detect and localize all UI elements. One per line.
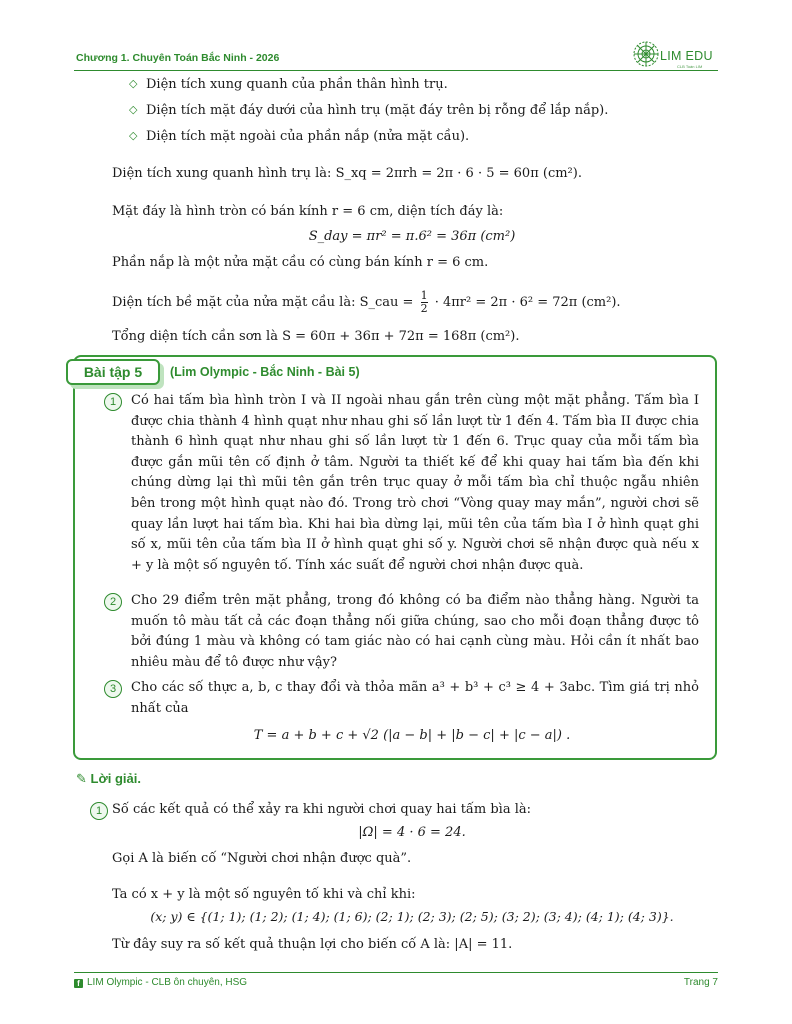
bullet-item: Diện tích mặt đáy dưới của hình trụ (mặt đáy trên bị rỗng để lắp nắp). (146, 103, 609, 118)
problem-text: Cho 29 điểm trên mặt phẳng, trong đó không có ba điểm nào thẳng hàng. Người ta muốn tô màu tất cả các đoạn thẳng nối giữa chúng, sao cho mỗi đoạn thẳng được tô bởi đúng 1 màu và không có tam giác nào có hai cạnh cùng màu. Hỏi cần ít nhất bao nhiêu màu để tô được như vậy? (131, 593, 699, 670)
footer-rule (74, 972, 718, 973)
edit-icon: ✎ (76, 771, 87, 786)
exercise-label: Bài tập 5 (66, 359, 160, 385)
footer-left (74, 977, 247, 988)
bullet-item: Diện tích mặt ngoài của phần nắp (nửa mặt cầu). (146, 129, 470, 144)
exercise-source: (Lim Olympic - Bắc Ninh - Bài 5) (170, 365, 360, 379)
text-line: Ta có x + y là một số nguyên tố khi và chỉ khi: (112, 887, 416, 902)
formula: |Ω| = 4 · 6 = 24. (358, 825, 466, 840)
bullet-item: Diện tích xung quanh của phần thân hình trụ. (146, 77, 448, 92)
fraction-one-half: 1 2 (420, 289, 428, 315)
solution-number: 1 (90, 802, 108, 820)
text-line: Số các kết quả có thể xảy ra khi người chơi quay hai tấm bìa là: (112, 802, 531, 817)
formula: T = a + b + c + √2 (|a − b| + |b − c| + |c − a|) . (253, 728, 571, 743)
text-segment: Diện tích bề mặt của nửa mặt cầu là: S_cau = (112, 295, 414, 310)
text-line: Mặt đáy là hình tròn có bán kính r = 6 cm, diện tích đáy là: (112, 204, 504, 219)
problem-number: 3 (104, 680, 122, 698)
lim-edu-logo (632, 40, 718, 70)
header-rule (74, 70, 718, 71)
formula: S_day = πr² = π.6² = 36π (cm²) (308, 229, 516, 244)
text-segment: · 4πr² = 2π · 6² = 72π (cm²). (434, 295, 621, 310)
text-line: Tổng diện tích cần sơn là S = 60π + 36π + 72π = 168π (cm²). (112, 329, 520, 344)
solution-title: Lời giải. (90, 771, 141, 786)
logo-text: LIM EDU (660, 49, 713, 63)
page-number: Trang 7 (683, 977, 718, 988)
footer-left-text: LIM Olympic - CLB ôn chuyên, HSG (87, 977, 248, 988)
formula: (x; y) ∈ {(1; 1); (1; 2); (1; 4); (1; 6); (2; 1); (2; 3); (2; 5); (3; 2); (3; 4); (4; 1); (4; 3)}. (150, 909, 674, 924)
problem-text: Có hai tấm bìa hình tròn I và II ngoài nhau gắn trên cùng một mặt phẳng. Tấm bìa I được chia thành 4 hình quạt như nhau ghi số lần lượt từ 1 đến 4. Tấm bìa II được chia thành 6 hình quạt như nhau ghi số lần lượt từ 1 đến 6. Trục quay của mỗi tấm bìa được gắn mũi tên cố định ở tâm. Người ta thiết kế để khi quay hai tấm bìa đến khi chúng dừng lại thì mũi tên gắn trên trục quay ở mỗi tấm bìa chỉ thuộc ngẫu nhiên bên trong một hình quạt nào đó. Trong trò chơi “Vòng quay may mắn”, người chơi sẽ quay lần lượt hai tấm bìa. Khi hai bìa dừng lại, mũi tên của tấm bìa I ở hình quạt ghi số x, mũi tên của tấm bìa II ở hình quạt ghi số y. Người chơi sẽ nhận được quà nếu x + y là một số nguyên tố. Tính xác suất để người chơi nhận được quà. (131, 393, 699, 573)
page-footer (74, 972, 718, 992)
diamond-bullet-icon: ◇ (129, 103, 138, 116)
facebook-icon: f (74, 979, 83, 988)
solution-heading (76, 771, 141, 787)
problem-number: 2 (104, 593, 122, 611)
problem-number: 1 (104, 393, 122, 411)
chapter-title: Chương 1. Chuyên Toán Bắc Ninh - 2026 (76, 52, 280, 64)
text-line: Phần nắp là một nửa mặt cầu có cùng bán kính r = 6 cm. (112, 255, 489, 270)
problem-text: Cho các số thực a, b, c thay đổi và thỏa mãn a³ + b³ + c³ ≥ 4 + 3abc. Tìm giá trị nhỏ nhất của (131, 680, 699, 716)
diamond-bullet-icon: ◇ (129, 77, 138, 90)
logo-tagline: CLB Toán LIM (677, 64, 703, 69)
text-line (112, 290, 621, 315)
diamond-bullet-icon: ◇ (129, 129, 138, 142)
text-line: Diện tích xung quanh hình trụ là: S_xq = 2πrh = 2π · 6 · 5 = 60π (cm²). (112, 166, 582, 181)
text-line: Từ đây suy ra số kết quả thuận lợi cho biến cố A là: |A| = 11. (112, 937, 513, 952)
text-line: Gọi A là biến cố “Người chơi nhận được quà”. (112, 851, 412, 866)
mandala-icon (632, 40, 660, 68)
page-header (74, 38, 718, 74)
